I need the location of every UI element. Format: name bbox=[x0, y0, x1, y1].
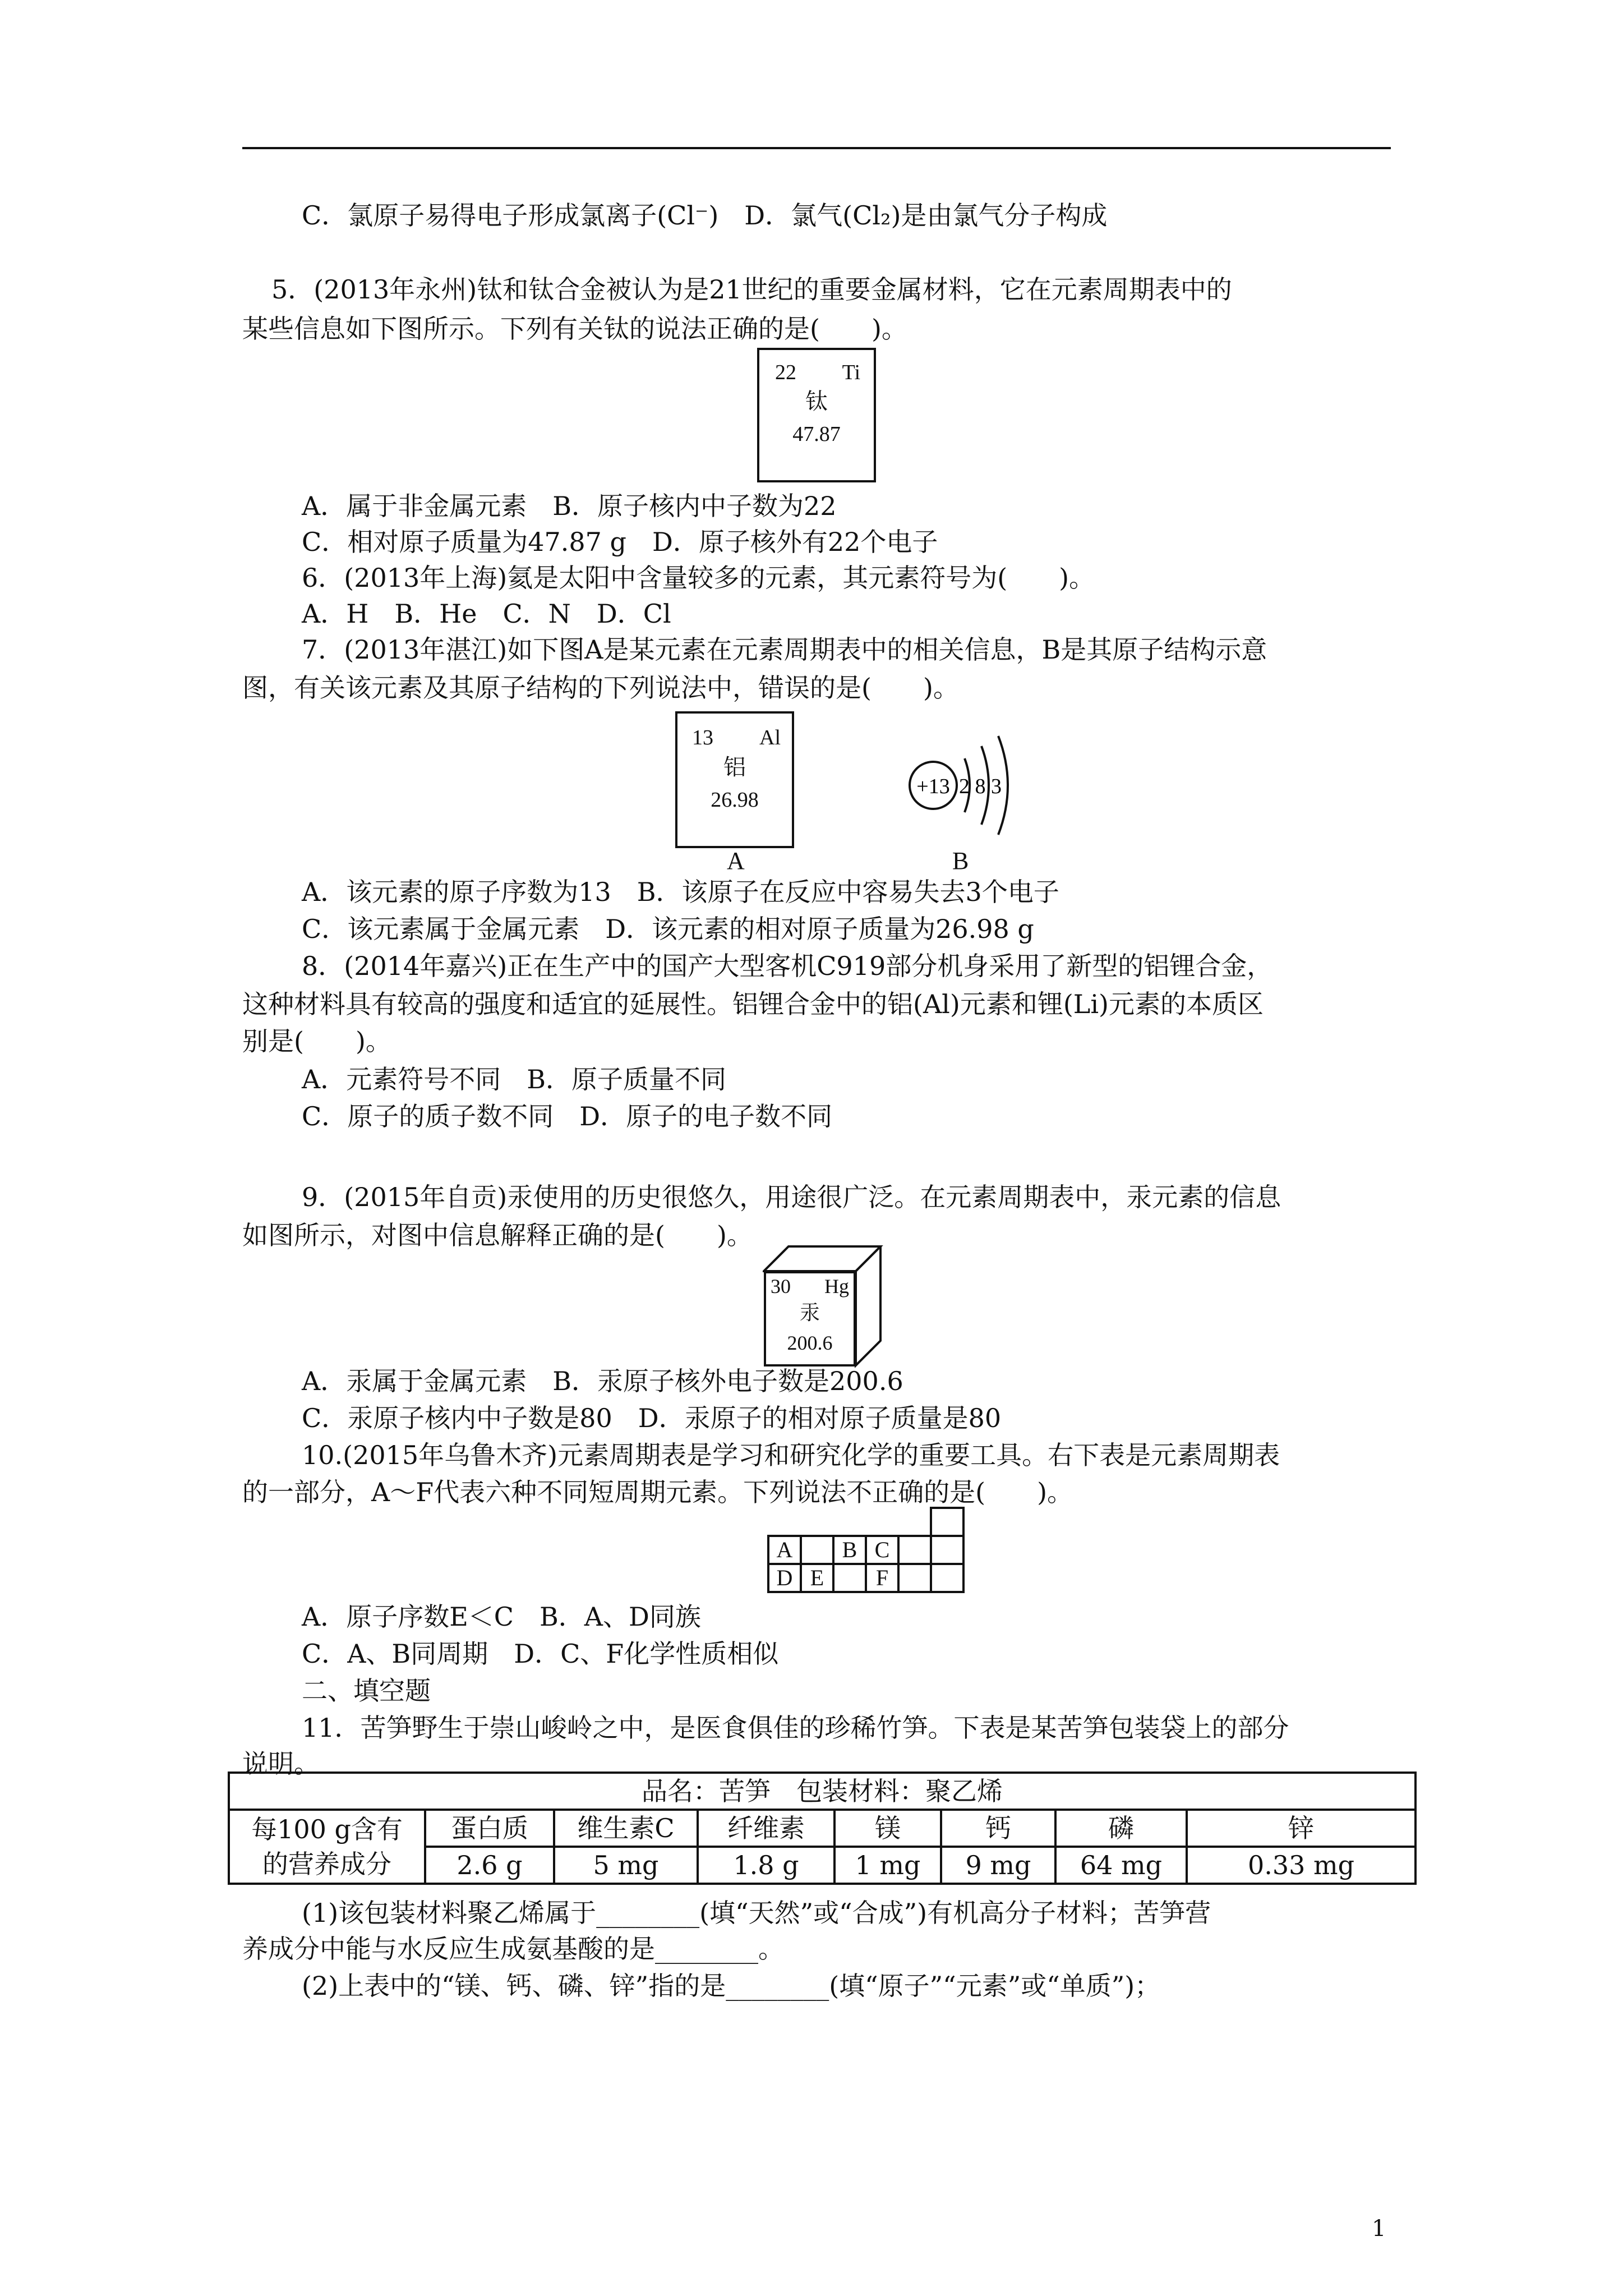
q10-stem-2: 的一部分，A～F代表六种不同短周期元素。下列说法不正确的是( )。 bbox=[242, 1477, 1073, 1507]
pt-empty-cell bbox=[833, 1564, 866, 1592]
nutrient-value: 9 mg bbox=[941, 1847, 1055, 1884]
q6-options: A．H B．He C．N D．Cl bbox=[302, 599, 671, 629]
q10-options-ab: A．原子序数E＜C B．A、D同族 bbox=[302, 1602, 701, 1632]
q11-part1-line1: (1)该包装材料聚乙烯属于________(填“天然”或“合成”)有机高分子材料；苦笋营 bbox=[302, 1898, 1211, 1928]
q8-stem-1: 8．(2014年嘉兴)正在生产中的国产大型客机C919部分机身采用了新型的铝锂合金， bbox=[302, 951, 1273, 981]
hg-symbol: Hg bbox=[824, 1275, 849, 1297]
q10-options-cd: C．A、B同周期 D．C、F化学性质相似 bbox=[302, 1639, 779, 1669]
q11-stem-2: 说明。 bbox=[242, 1749, 320, 1779]
nutrition-row-label-line1: 每100 g含有 bbox=[251, 1814, 403, 1844]
nutrient-name: 纤维素 bbox=[698, 1810, 834, 1847]
q11-stem-1: 11．苦笋野生于崇山峻岭之中，是医食俱佳的珍稀竹笋。下表是某苦笋包装袋上的部分 bbox=[302, 1713, 1289, 1743]
q7-stem-2: 图，有关该元素及其原子结构的下列说法中，错误的是( )。 bbox=[242, 673, 959, 703]
atom-structure-diagram bbox=[903, 724, 1038, 836]
figure-label-b: B bbox=[952, 847, 969, 875]
q10-stem-1: 10.(2015年乌鲁木齐)元素周期表是学习和研究化学的重要工具。右下表是元素周期表 bbox=[302, 1440, 1280, 1470]
pt-cell-d: D bbox=[768, 1564, 801, 1592]
q7-stem-1: 7．(2013年湛江)如下图A是某元素在元素周期表中的相关信息，B是其原子结构示意 bbox=[302, 634, 1267, 665]
pt-empty-cell bbox=[931, 1508, 963, 1536]
q8-options-ab: A．元素符号不同 B．原子质量不同 bbox=[302, 1064, 727, 1094]
hg-mass: 200.6 bbox=[787, 1332, 833, 1354]
nutrition-header: 品名：苦笋 包装材料：聚乙烯 bbox=[229, 1773, 1415, 1810]
q5-options-cd: C．相对原子质量为47.87 g D．原子核外有22个电子 bbox=[302, 527, 938, 557]
nutrient-name: 镁 bbox=[834, 1810, 941, 1847]
pt-empty-cell bbox=[931, 1564, 963, 1592]
ti-number: 22 bbox=[775, 361, 796, 384]
nutrient-name: 锌 bbox=[1187, 1810, 1415, 1847]
q7-options-ab: A．该元素的原子序数为13 B．该原子在反应中容易失去3个电子 bbox=[302, 877, 1059, 907]
q11-part2: (2)上表中的“镁、钙、磷、锌”指的是________(填“原子”“元素”或“单质”)； bbox=[302, 1971, 1161, 2001]
al-number: 13 bbox=[692, 726, 713, 749]
q5-stem-2: 某些信息如下图所示。下列有关钛的说法正确的是( )。 bbox=[242, 314, 907, 344]
nutrient-value: 1.8 g bbox=[698, 1847, 834, 1884]
nutrient-value: 0.33 mg bbox=[1187, 1847, 1415, 1884]
pt-cell-a: A bbox=[768, 1536, 801, 1564]
nutrition-row-label-line2: 的营养成分 bbox=[262, 1849, 391, 1879]
nutrient-name: 钙 bbox=[941, 1810, 1055, 1847]
atom-shell-electrons: 2 8 3 bbox=[959, 775, 1002, 798]
pt-empty-cell bbox=[801, 1536, 833, 1564]
section-title-fill-in: 二、填空题 bbox=[302, 1676, 431, 1706]
al-symbol: Al bbox=[759, 726, 781, 749]
nutrition-table bbox=[228, 1772, 1417, 1885]
q8-stem-2: 这种材料具有较高的强度和适宜的延展性。铝锂合金中的铝(Al)元素和锂(Li)元素的本质区 bbox=[242, 989, 1264, 1019]
pt-empty-cell bbox=[931, 1536, 963, 1564]
q9-options-cd: C．汞原子核内中子数是80 D．汞原子的相对原子质量是80 bbox=[302, 1403, 1002, 1433]
ti-name: 钛 bbox=[805, 389, 828, 415]
aluminum-cell bbox=[675, 711, 794, 848]
pt-cell-f: F bbox=[866, 1564, 898, 1592]
nutrient-name: 磷 bbox=[1055, 1810, 1187, 1847]
nutrient-value: 1 mg bbox=[834, 1847, 941, 1884]
pt-cell-e: E bbox=[801, 1564, 833, 1592]
hg-name: 汞 bbox=[799, 1301, 820, 1324]
q9-stem-2: 如图所示，对图中信息解释正确的是( )。 bbox=[242, 1220, 753, 1250]
q8-options-cd: C．原子的质子数不同 D．原子的电子数不同 bbox=[302, 1101, 833, 1131]
q6-stem: 6．(2013年上海)氦是太阳中含量较多的元素，其元素符号为( )。 bbox=[302, 563, 1095, 593]
page-number: 1 bbox=[1372, 2216, 1386, 2242]
ti-symbol: Ti bbox=[842, 361, 860, 384]
q5-options-ab: A．属于非金属元素 B．原子核内中子数为22 bbox=[302, 491, 837, 521]
pt-empty-cell bbox=[898, 1536, 931, 1564]
q4-option-cd: C．氯原子易得电子形成氯离子(Cl⁻) D．氯气(Cl₂)是由氯气分子构成 bbox=[302, 200, 1108, 231]
q8-stem-3: 别是( )。 bbox=[242, 1026, 391, 1056]
q5-stem-1: 5．(2013年永州)钛和钛合金被认为是21世纪的重要金属材料，它在元素周期表中的 bbox=[271, 274, 1232, 305]
pt-cell-c: C bbox=[866, 1536, 898, 1564]
periodic-table-fragment bbox=[767, 1507, 965, 1593]
q11-part1-line2: 养成分中能与水反应生成氨基酸的是________。 bbox=[242, 1934, 784, 1964]
titanium-cell bbox=[757, 348, 876, 482]
mercury-cell bbox=[764, 1271, 856, 1366]
figure-label-a: A bbox=[727, 847, 745, 875]
nutrient-value: 5 mg bbox=[554, 1847, 698, 1884]
nutrient-name: 蛋白质 bbox=[425, 1810, 554, 1847]
header-rule bbox=[242, 147, 1391, 149]
pt-empty-cell bbox=[898, 1564, 931, 1592]
nutrient-name: 维生素C bbox=[554, 1810, 698, 1847]
nutrient-value: 2.6 g bbox=[425, 1847, 554, 1884]
atom-nucleus: +13 bbox=[916, 775, 950, 798]
nutrition-row-label bbox=[229, 1810, 425, 1884]
q9-stem-1: 9．(2015年自贡)汞使用的历史很悠久，用途很广泛。在元素周期表中，汞元素的信息 bbox=[302, 1182, 1281, 1212]
q7-options-cd: C．该元素属于金属元素 D．该元素的相对原子质量为26.98 g bbox=[302, 914, 1034, 944]
q9-options-ab: A．汞属于金属元素 B．汞原子核外电子数是200.6 bbox=[302, 1366, 903, 1396]
al-mass: 26.98 bbox=[711, 788, 759, 812]
ti-mass: 47.87 bbox=[792, 422, 841, 446]
hg-number: 30 bbox=[771, 1275, 791, 1297]
pt-cell-b: B bbox=[833, 1536, 866, 1564]
al-name: 铝 bbox=[723, 754, 746, 780]
nutrient-value: 64 mg bbox=[1055, 1847, 1187, 1884]
